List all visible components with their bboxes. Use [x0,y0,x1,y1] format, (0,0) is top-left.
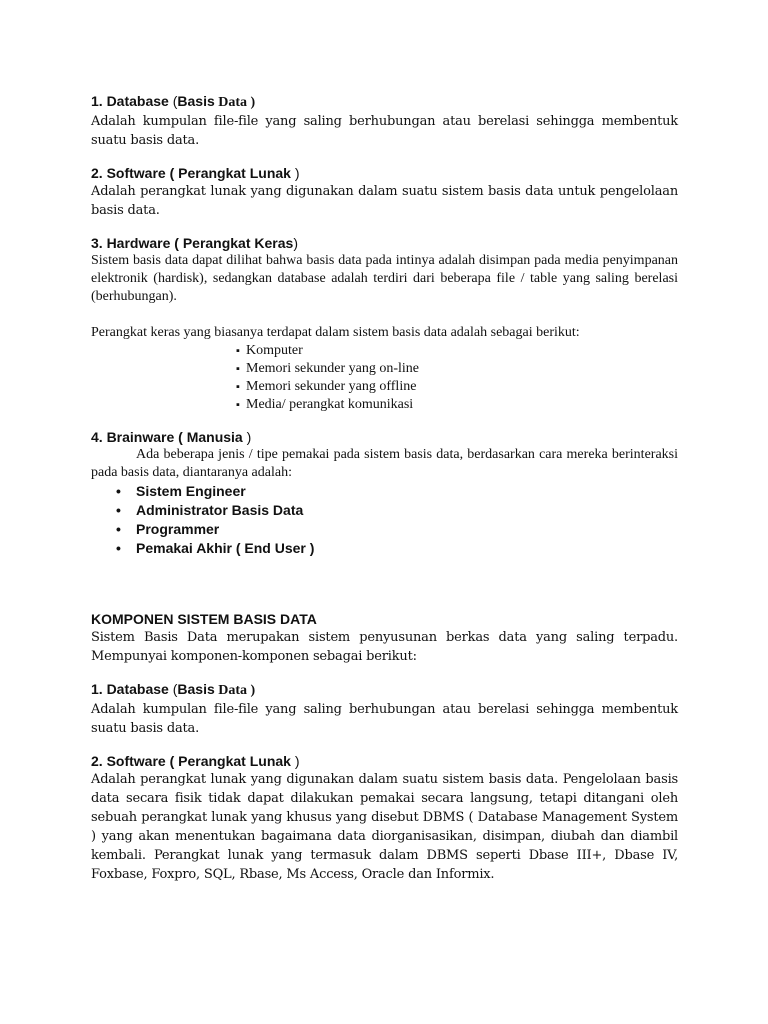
heading-hardware [91,234,678,252]
paragraph-brainware: Ada beberapa jenis / tipe pemakai pada sistem basis data, berdasarkan cara mereka berinteraksi pada basis data, diantaranya adalah: [91,447,678,480]
heading-close: ) [293,235,298,251]
heading-software-2 [91,752,678,770]
heading-software [91,164,678,182]
heading-paren-rest: Data ) [214,95,256,110]
heading-close: ) [242,429,252,445]
heading-text: 1. Database [91,681,169,697]
list-item: • Sistem Engineer [136,482,678,501]
paragraph-software: Adalah perangkat lunak yang digunakan dalam suatu sistem basis data untuk pengelolaan basis data. [91,184,678,218]
list-item: ▪ Media/ perangkat komunikasi [236,396,678,414]
heading-brainware [91,428,678,446]
heading-komponen: KOMPONEN SISTEM BASIS DATA [91,611,317,627]
heading-database-2 [91,680,678,700]
list-item: • Pemakai Akhir ( End User ) [136,539,678,558]
heading-close: ) [290,753,300,769]
heading-text: 4. Brainware ( Manusia [91,429,243,445]
heading-text: 1. Database [91,93,169,109]
heading-text: 2. Software ( Perangkat Lunak [91,165,291,181]
heading-paren: ( [168,93,178,109]
list-item: ▪ Komputer [236,342,678,360]
hardware-list-intro: Perangkat keras yang biasanya terdapat dalam sistem basis data adalah sebagai berikut: [91,325,580,340]
heading-paren-bold: Basis [177,93,215,109]
brainware-list [91,482,678,558]
list-item: • Programmer [136,520,678,539]
heading-paren-rest: Data ) [214,683,256,698]
heading-text: 3. Hardware ( Perangkat Keras [91,235,294,251]
list-item: ▪ Memori sekunder yang on-line [236,360,678,378]
paragraph-software-2: Adalah perangkat lunak yang digunakan dalam suatu sistem basis data. Pengelolaan basis data secara fisik tidak dapat dilakukan pemakai secara langsung, tetapi ditangani oleh sebuah perangkat lunak yang khusus yang disebut DBMS ( Database Management System ) yang akan menentukan bagaimana data diorganisasikan, disimpan, diubah dan diambil kembali. Perangkat lunak yang termasuk dalam DBMS seperti Dbase III+, Dbase IV, Foxbase, Foxpro, SQL, Rbase, Ms Access, Oracle dan Informix. [91,772,678,882]
heading-paren: ( [168,681,178,697]
document-content [91,92,678,884]
hardware-list [91,342,678,414]
heading-paren-bold: Basis [177,681,215,697]
paragraph-database-2: Adalah kumpulan file-file yang saling berhubungan atau berelasi sehingga membentuk suatu basis data. [91,702,678,736]
paragraph-hardware: Sistem basis data dapat dilihat bahwa basis data pada intinya adalah disimpan pada media penyimpanan elektronik (hardisk), sedangkan database adalah terdiri dari beberapa file / table yang saling berelasi (berhubungan). [91,253,678,304]
heading-text: 2. Software ( Perangkat Lunak [91,753,291,769]
paragraph-komponen: Sistem Basis Data merupakan sistem penyusunan berkas data yang saling terpadu. Mempunyai komponen-komponen sebagai berikut: [91,630,678,664]
list-item: • Administrator Basis Data [136,501,678,520]
paragraph-database: Adalah kumpulan file-file yang saling berhubungan atau berelasi sehingga membentuk suatu basis data. [91,114,678,148]
heading-close: ) [290,165,300,181]
heading-database [91,92,678,112]
list-item: ▪ Memori sekunder yang offline [236,378,678,396]
